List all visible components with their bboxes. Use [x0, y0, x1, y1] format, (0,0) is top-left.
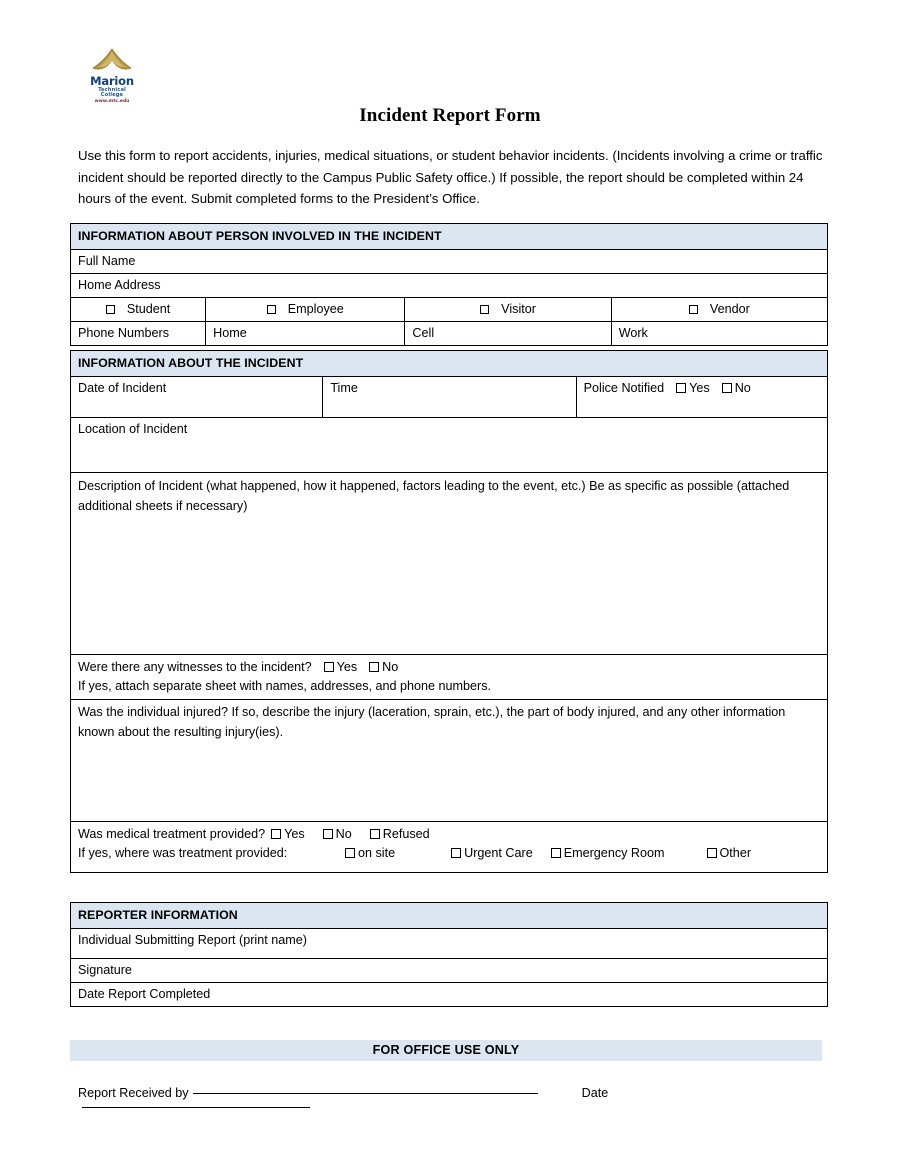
- logo-college-subtitle: Technical College: [98, 87, 126, 99]
- checkbox-icon[interactable]: [369, 662, 379, 672]
- phone-home-label: Home: [213, 326, 247, 340]
- person-type-label: Student: [126, 302, 171, 316]
- checkbox-icon[interactable]: [689, 305, 698, 314]
- witness-question-label: Were there any witnesses to the incident?: [78, 660, 312, 674]
- person-type-label: Vendor: [709, 302, 750, 316]
- phone-work-label: Work: [618, 326, 648, 340]
- witness-question-cell: [71, 655, 828, 700]
- date-report-completed-field[interactable]: [71, 983, 828, 1007]
- treatment-location-line: [78, 844, 820, 863]
- injury-question-label: Was the individual injured? If so, describe the injury (laceration, sprain, etc.), the part of body injured, and any other information known about the resulting injury(ies).: [78, 705, 786, 739]
- checkbox-icon[interactable]: [722, 383, 732, 393]
- person-type-label: Visitor: [501, 302, 536, 316]
- office-date-label: Date: [581, 1086, 609, 1100]
- home-address-field[interactable]: [71, 274, 828, 298]
- office-use-heading: FOR OFFICE USE ONLY: [70, 1040, 822, 1061]
- description-of-incident-label: Description of Incident (what happened, how it happened, factors leading to the event, etc.) Be as specific as possible (attached additional sheets if necessary): [78, 479, 790, 513]
- police-notified-cell: [576, 377, 827, 418]
- table-row: [71, 250, 828, 274]
- phone-home-field[interactable]: [206, 322, 405, 346]
- police-notified-label: Police Notified: [583, 381, 665, 395]
- college-logo: [86, 48, 138, 105]
- intro-paragraph: Use this form to report accidents, injuries, medical situations, or student behavior incidents. (Incidents involving a crime or traffic incident should be reported directly to the Campus Public Safety office.) If possible, the report should be completed within 24 hours of the event. Submit completed forms to the President’s Office.: [78, 148, 823, 206]
- page-title: Incident Report Form: [359, 105, 541, 126]
- person-section-heading: INFORMATION ABOUT PERSON INVOLVED IN THE INCIDENT: [71, 224, 828, 250]
- checkbox-icon[interactable]: [480, 305, 489, 314]
- full-name-field[interactable]: [71, 250, 828, 274]
- witness-note: If yes, attach separate sheet with names, addresses, and phone numbers.: [78, 679, 492, 693]
- checkbox-icon[interactable]: [324, 662, 334, 672]
- time-field[interactable]: [323, 377, 576, 418]
- checkbox-icon[interactable]: [451, 848, 461, 858]
- checkbox-icon[interactable]: [323, 829, 333, 839]
- reporter-information-table: [70, 902, 828, 1007]
- medical-treatment-cell: [71, 822, 828, 873]
- table-row: [71, 959, 828, 983]
- checkbox-visitor[interactable]: [405, 298, 611, 322]
- table-row: [71, 418, 828, 473]
- table-row: [71, 983, 828, 1007]
- date-of-incident-label: Date of Incident: [78, 381, 167, 395]
- treatment-emergencyroom-label: Emergency Room: [563, 846, 665, 860]
- checkbox-icon[interactable]: [345, 848, 355, 858]
- person-information-table: [70, 223, 828, 346]
- full-name-label: Full Name: [78, 254, 136, 268]
- table-row: [71, 298, 828, 322]
- checkbox-icon[interactable]: [106, 305, 115, 314]
- table-row: [71, 655, 828, 700]
- phone-work-field[interactable]: [611, 322, 827, 346]
- table-row: [71, 322, 828, 346]
- logo-website-url: www.mtc.edu: [94, 99, 130, 105]
- checkbox-icon[interactable]: [267, 305, 276, 314]
- incident-section-heading: INFORMATION ABOUT THE INCIDENT: [71, 351, 828, 377]
- witness-question-line: [78, 658, 820, 677]
- table-row: [71, 274, 828, 298]
- checkbox-employee[interactable]: [206, 298, 405, 322]
- person-type-label: Employee: [287, 302, 344, 316]
- checkbox-icon[interactable]: [271, 829, 281, 839]
- phone-cell-field[interactable]: [405, 322, 611, 346]
- checkbox-icon[interactable]: [676, 383, 686, 393]
- table-row: [71, 700, 828, 822]
- description-of-incident-field[interactable]: [71, 473, 828, 655]
- checkbox-icon[interactable]: [707, 848, 717, 858]
- police-no-label: No: [734, 381, 751, 395]
- treatment-question-label: Was medical treatment provided?: [78, 827, 266, 841]
- report-received-by-input[interactable]: [193, 1093, 538, 1094]
- police-yes-label: Yes: [689, 381, 710, 395]
- table-row: [71, 822, 828, 873]
- table-row: [71, 351, 828, 377]
- treatment-refused-label: Refused: [382, 827, 430, 841]
- treatment-other-label: Other: [719, 846, 752, 860]
- signature-label: Signature: [78, 963, 132, 977]
- home-address-label: Home Address: [78, 278, 161, 292]
- office-use-fields: [78, 1086, 823, 1114]
- report-received-by-label: Report Received by: [78, 1086, 189, 1100]
- treatment-where-label: If yes, where was treatment provided:: [78, 846, 288, 860]
- incident-information-table: [70, 350, 828, 873]
- witness-no-label: No: [382, 660, 399, 674]
- treatment-onsite-label: on site: [358, 846, 396, 860]
- table-row: [71, 224, 828, 250]
- submitter-name-field[interactable]: [71, 929, 828, 959]
- treatment-urgentcare-label: Urgent Care: [464, 846, 533, 860]
- checkbox-icon[interactable]: [551, 848, 561, 858]
- treatment-no-label: No: [335, 827, 352, 841]
- office-date-input[interactable]: [82, 1107, 310, 1108]
- witness-yes-label: Yes: [336, 660, 358, 674]
- logo-college-name: Marion: [90, 74, 134, 88]
- checkbox-vendor[interactable]: [611, 298, 827, 322]
- treatment-yes-label: Yes: [284, 827, 305, 841]
- reporter-section-heading: REPORTER INFORMATION: [71, 903, 828, 929]
- phone-numbers-label: Phone Numbers: [78, 326, 170, 340]
- mountain-chevron-icon: [89, 48, 135, 74]
- checkbox-icon[interactable]: [370, 829, 380, 839]
- table-row: [71, 377, 828, 418]
- phone-cell-label: Cell: [412, 326, 435, 340]
- time-label: Time: [330, 381, 358, 395]
- location-of-incident-label: Location of Incident: [78, 422, 188, 436]
- injury-question-field[interactable]: [71, 700, 828, 822]
- checkbox-student[interactable]: [71, 298, 206, 322]
- table-row: [71, 929, 828, 959]
- signature-field[interactable]: [71, 959, 828, 983]
- submitter-name-label: Individual Submitting Report (print name): [78, 933, 307, 947]
- table-row: [71, 903, 828, 929]
- treatment-question-line: [78, 825, 820, 844]
- table-row: [71, 473, 828, 655]
- date-report-completed-label: Date Report Completed: [78, 987, 211, 1001]
- location-of-incident-field[interactable]: [71, 418, 828, 473]
- date-of-incident-field[interactable]: [71, 377, 323, 418]
- phone-numbers-label-cell: [71, 322, 206, 346]
